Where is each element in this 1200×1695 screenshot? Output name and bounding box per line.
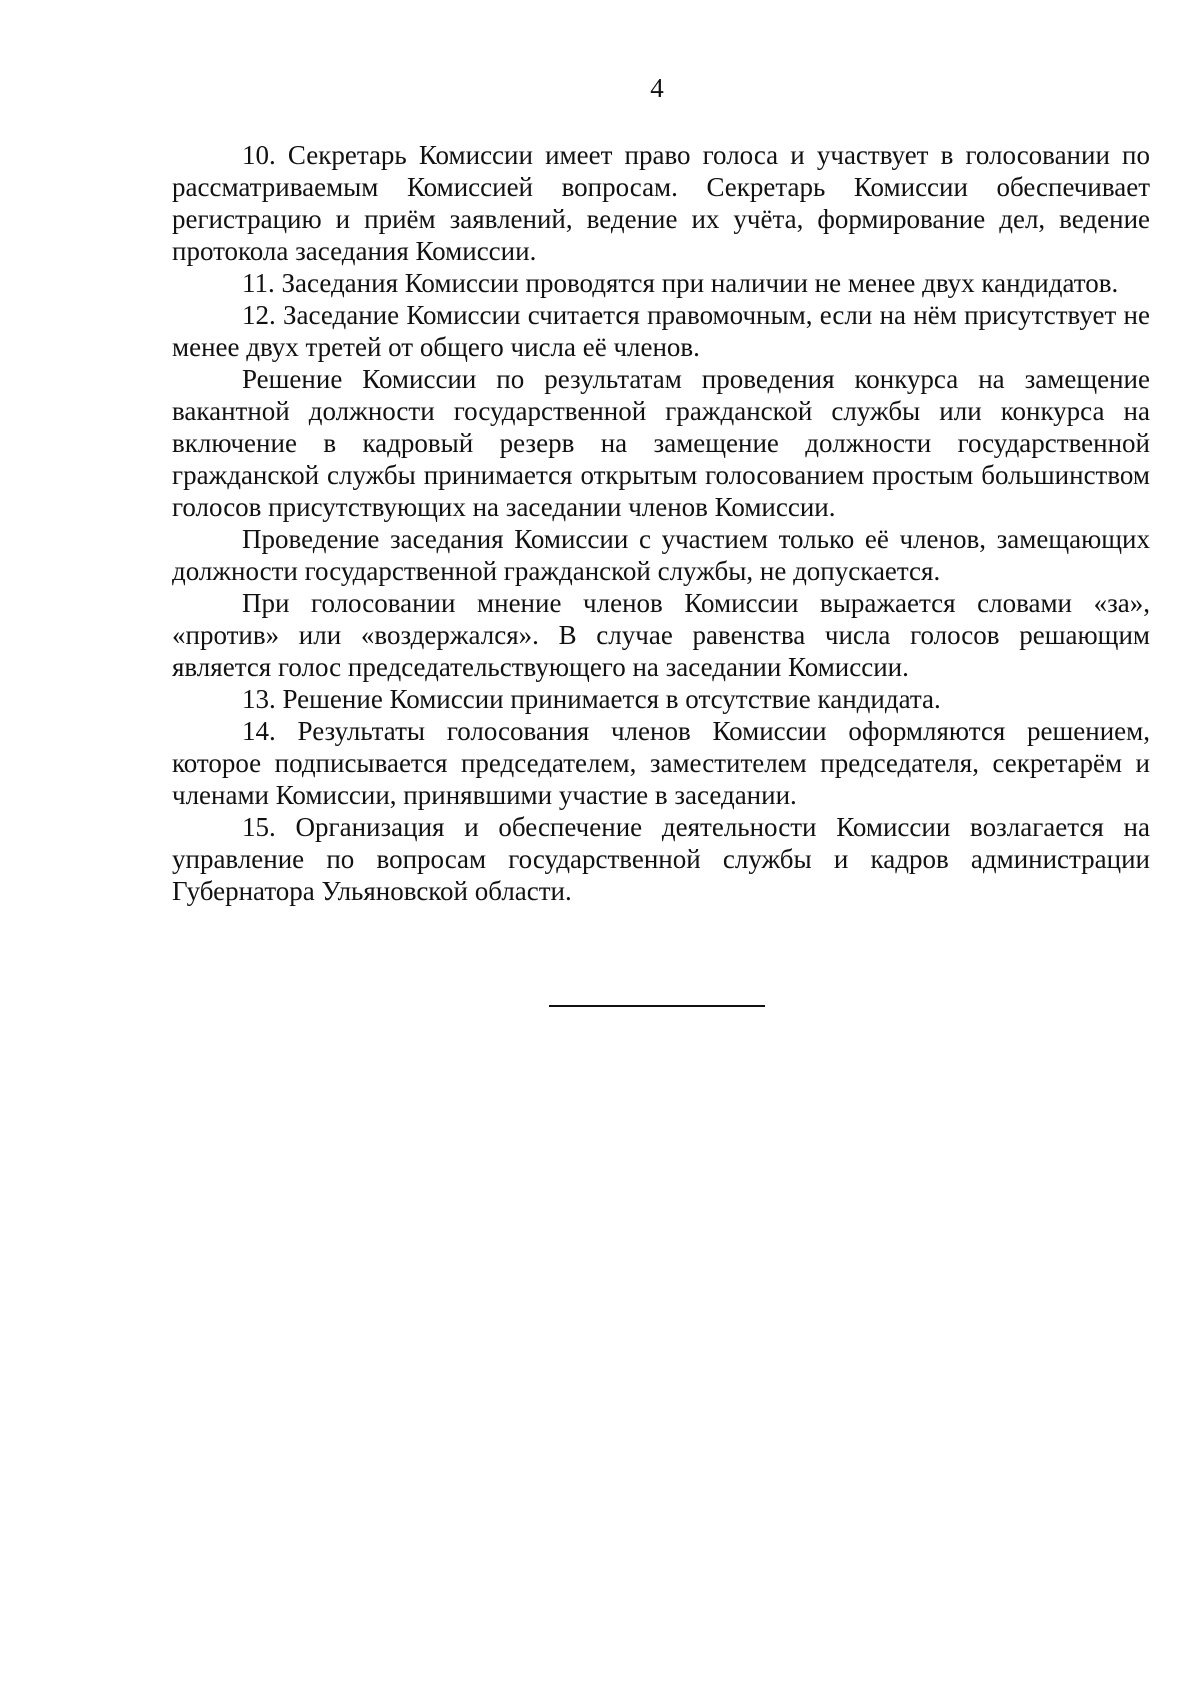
document-body (172, 139, 1150, 907)
paragraph-decision-voting: Решение Комиссии по результатам проведения конкурса на замещение вакантной должности государственной гражданской службы или конкурса на включение в кадровый резерв на замещение должности государственной гражданской службы принимается открытым голосованием простым большинством голосов присутствующих на заседании членов Комиссии. (172, 364, 1150, 522)
paragraph-meeting-restriction: Проведение заседания Комиссии с участием только её членов, замещающих должности государственной гражданской службы, не допускается. (172, 524, 1150, 586)
paragraph-10-secretary: 10. Секретарь Комиссии имеет право голоса и участвует в голосовании по рассматриваемым Комиссией вопросам. Секретарь Комиссии обеспечивает регистрацию и приём заявлений, ведение их учёта, формирование дел, ведение протокола заседания Комиссии. (172, 140, 1150, 266)
paragraph-12-quorum: 12. Заседание Комиссии считается правомочным, если на нём присутствует не менее двух третей от общего числа её членов. (172, 300, 1150, 362)
paragraph-15-organization: 15. Организация и обеспечение деятельности Комиссии возлагается на управление по вопросам государственной службы и кадров администрации Губернатора Ульяновской области. (172, 812, 1150, 906)
page-number: 4 (650, 73, 664, 103)
paragraph-11-meetings: 11. Заседания Комиссии проводятся при наличии не менее двух кандидатов. (242, 268, 1119, 298)
paragraph-13-absence: 13. Решение Комиссии принимается в отсутствие кандидата. (242, 684, 941, 714)
paragraph-14-results: 14. Результаты голосования членов Комиссии оформляются решением, которое подписывается председателем, заместителем председателя, секретарём и членами Комиссии, принявшими участие в заседании. (172, 716, 1150, 810)
closing-separator-line (549, 1005, 765, 1007)
paragraph-voting-options: При голосовании мнение членов Комиссии выражается словами «за», «против» или «воздержался». В случае равенства числа голосов решающим является голос председательствующего на заседании Комиссии. (172, 588, 1150, 682)
